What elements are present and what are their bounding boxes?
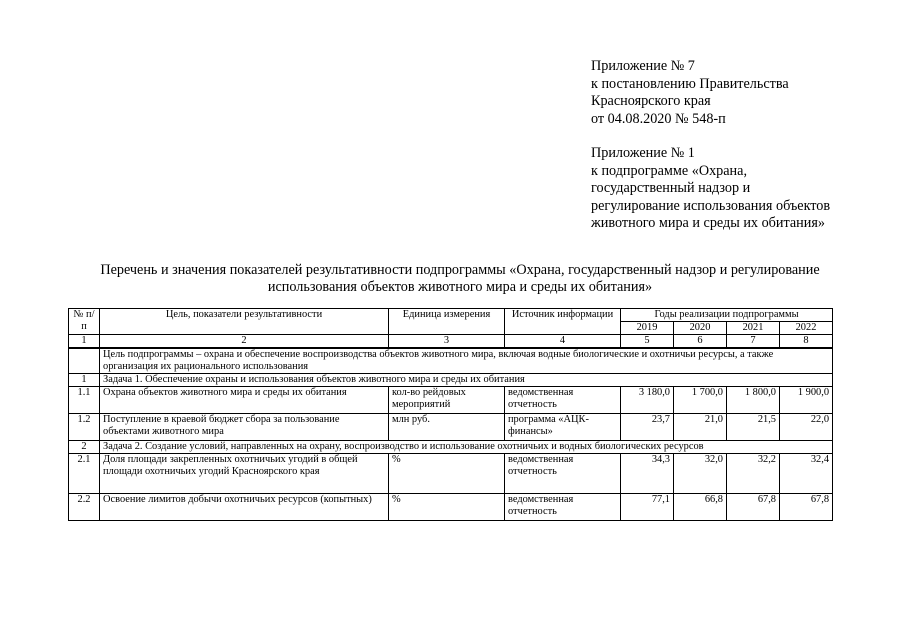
- row-number: 2.1: [69, 454, 100, 494]
- header-year: 2022: [780, 322, 833, 335]
- column-number: 7: [727, 335, 780, 349]
- column-number: 8: [780, 335, 833, 349]
- value-2022: 1 900,0: [780, 387, 833, 414]
- indicator-unit: %: [389, 494, 505, 521]
- indicator-unit: %: [389, 454, 505, 494]
- task-row: [69, 441, 833, 454]
- value-2020: 21,0: [674, 414, 727, 441]
- value-2019: 77,1: [621, 494, 674, 521]
- table-row: [69, 414, 833, 441]
- value-2022: 67,8: [780, 494, 833, 521]
- title-line: использования объектов животного мира и среды их обитания»: [267, 279, 653, 295]
- value-2021: 67,8: [727, 494, 780, 521]
- row-number: 2.2: [69, 494, 100, 521]
- task-text: Задача 1. Обеспечение охраны и использования объектов животного мира и среды их обитания: [100, 374, 833, 387]
- header-year: 2019: [621, 322, 674, 335]
- header-years-group: Годы реализации подпрограммы: [621, 309, 833, 322]
- indicator-name: Доля площади закрепленных охотничьих угодий в общей площади охотничьих угодий Красноярского края: [100, 454, 389, 494]
- column-number: 5: [621, 335, 674, 349]
- task-row: [69, 374, 833, 387]
- value-2019: 34,3: [621, 454, 674, 494]
- table-row: [69, 454, 833, 494]
- program-goal: Цель подпрограммы – охрана и обеспечение воспроизводства объектов животного мира, включая водные биологические и охотничьи ресурсы, а также организация их рационального использования: [100, 348, 833, 374]
- header-num: № п/п: [69, 309, 100, 335]
- appendix-ref-line: Красноярского края: [591, 93, 711, 109]
- indicator-source: ведомственная отчетность: [505, 494, 621, 521]
- column-number: 6: [674, 335, 727, 349]
- subappendix-ref-line: регулирование использования объектов: [591, 197, 831, 214]
- column-number: 4: [505, 335, 621, 349]
- column-number: 3: [389, 335, 505, 349]
- row-number: 1.1: [69, 387, 100, 414]
- indicator-source: ведомственная отчетность: [505, 454, 621, 494]
- subappendix-ref-line: животного мира и среды их обитания»: [591, 215, 825, 231]
- header-year: 2020: [674, 322, 727, 335]
- value-2022: 32,4: [780, 454, 833, 494]
- task-text: Задача 2. Создание условий, направленных на охрану, воспроизводство и использование охотничьих и водных биологических ресурсов: [100, 441, 833, 454]
- column-number-row: [69, 335, 833, 349]
- column-number: 2: [100, 335, 389, 349]
- value-2021: 21,5: [727, 414, 780, 441]
- indicator-unit: кол-во рейдовых мероприятий: [389, 387, 505, 414]
- subappendix-number: Приложение № 1: [591, 145, 695, 161]
- value-2019: 23,7: [621, 414, 674, 441]
- header-year: 2021: [727, 322, 780, 335]
- task-number: 1: [69, 374, 100, 387]
- indicator-source: программа «АЦК-финансы»: [505, 414, 621, 441]
- header-unit: Единица измерения: [389, 309, 505, 335]
- document-header: [591, 58, 891, 233]
- column-number: 1: [69, 335, 100, 349]
- appendix-date: от 04.08.2020 № 548-п: [591, 110, 726, 127]
- table-row: [69, 494, 833, 521]
- task-number: 2: [69, 441, 100, 454]
- subappendix-ref-line: государственный надзор и: [591, 180, 751, 196]
- title-line: Перечень и значения показателей результативности подпрограммы «Охрана, государственный надзор и регулирование: [100, 262, 820, 278]
- value-2020: 66,8: [674, 494, 727, 521]
- value-2021: 32,2: [727, 454, 780, 494]
- appendix-number: Приложение № 7: [591, 58, 695, 74]
- indicator-source: ведомственная отчетность: [505, 387, 621, 414]
- indicator-unit: млн руб.: [389, 414, 505, 441]
- header-goal: Цель, показатели результативности: [100, 309, 389, 335]
- value-2020: 32,0: [674, 454, 727, 494]
- value-2021: 1 800,0: [727, 387, 780, 414]
- subappendix-ref-line: к подпрограмме «Охрана,: [591, 162, 747, 179]
- indicator-name: Освоение лимитов добычи охотничьих ресурсов (копытных): [100, 494, 389, 521]
- value-2020: 1 700,0: [674, 387, 727, 414]
- indicators-table: [68, 308, 833, 521]
- table-row: [69, 387, 833, 414]
- document-title: [60, 262, 860, 296]
- row-number: 1.2: [69, 414, 100, 441]
- indicator-name: Охрана объектов животного мира и среды их обитания: [100, 387, 389, 414]
- appendix-ref-line: к постановлению Правительства: [591, 75, 789, 92]
- indicator-name: Поступление в краевой бюджет сбора за пользование объектами животного мира: [100, 414, 389, 441]
- value-2022: 22,0: [780, 414, 833, 441]
- goal-row: [69, 348, 833, 374]
- header-source: Источник информации: [505, 309, 621, 335]
- value-2019: 3 180,0: [621, 387, 674, 414]
